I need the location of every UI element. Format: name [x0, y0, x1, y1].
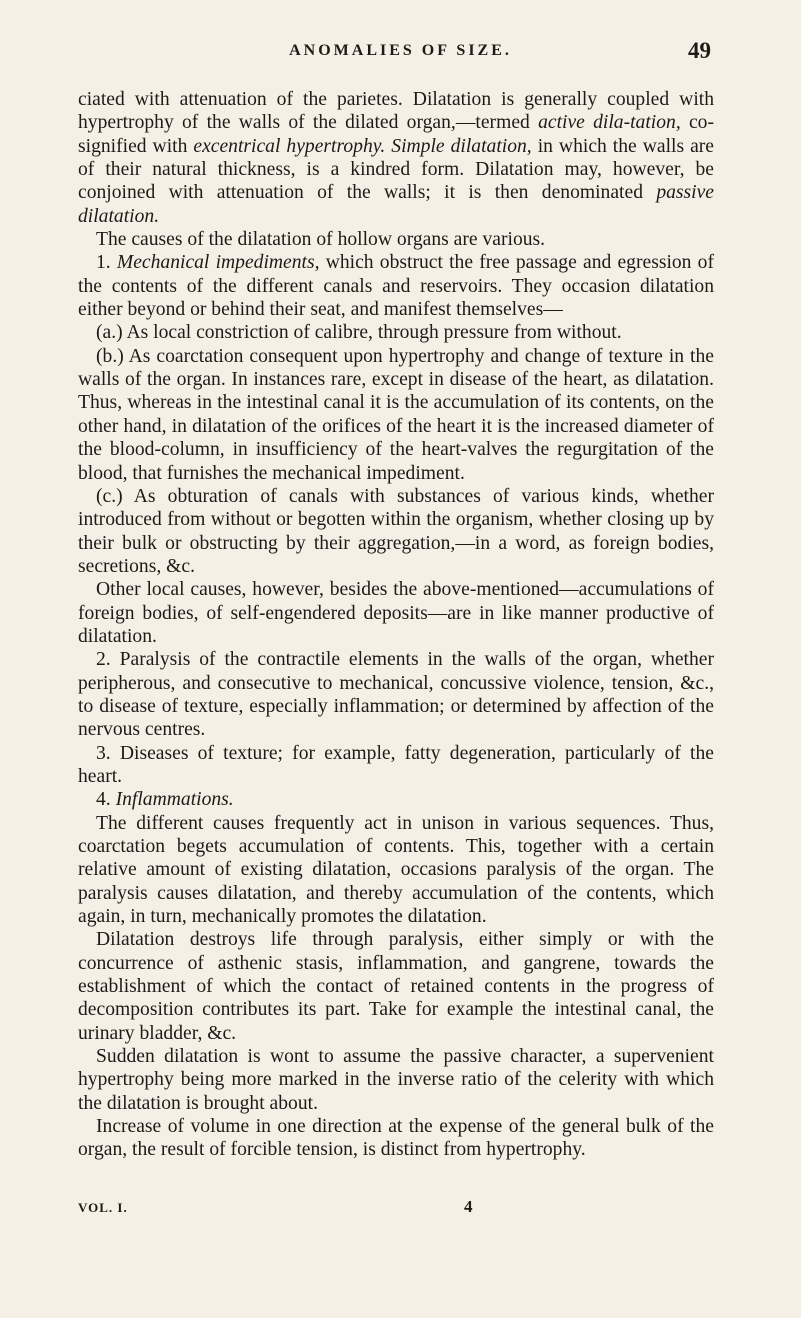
paragraph-12: Dilatation destroys life through paralysis, either simply or with the concurrence of asthenic stasis, inflammation, and gangrene, towards the establishment of which the contact of retained contents in the progress of decomposition contributes its part. Take for example the intestinal canal, the urinary bladder, &c.: [78, 929, 714, 1044]
paragraph-8: 2. Paralysis of the contractile elements in the walls of the organ, whether peripherous, and consecutive to mechanical, concussive violence, tension, &c., to disease of texture, especially inflammation; or determined by affection of the nervous centres.: [78, 649, 714, 741]
paragraph-1: [78, 88, 714, 228]
paragraph-14: Increase of volume in one direction at the expense of the general bulk of the organ, the result of forcible tension, is distinct from hypertrophy.: [78, 1116, 714, 1161]
paragraph-4: (a.) As local constriction of calibre, through pressure from without.: [96, 322, 622, 344]
italic-term: Inflammations.: [115, 789, 234, 811]
text-run: co-signified with: [78, 112, 714, 157]
signature-mark: 4: [464, 1197, 473, 1216]
italic-term: passive dilatation.: [78, 182, 714, 227]
italic-term: Mechanical impediments,: [116, 252, 320, 274]
text-run: in which the walls are of their natural thickness, is a kindred form. Dilatation may, however, be conjoined with attenuation of the walls; it is then denominated: [78, 135, 714, 204]
page-footer: [78, 1197, 638, 1222]
body-text: [78, 88, 714, 1162]
italic-term: active dila-tation,: [538, 112, 681, 134]
paragraph-7: Other local causes, however, besides the above-mentioned—accumulations of foreign bodies, of self-engendered deposits—are in like manner productive of dilatation.: [78, 579, 714, 647]
paragraph-6: (c.) As obturation of canals with substances of various kinds, whether introduced from without or begotten within the organism, whether closing up by their bulk or obstructing by their aggregation,—in a word, as foreign bodies, secretions, &c.: [78, 485, 714, 577]
paragraph-5: (b.) As coarctation consequent upon hypertrophy and change of texture in the walls of the organ. In instances rare, except in disease of the heart, as dilatation. Thus, whereas in the intestinal canal it is the accumulation of its contents, on the other hand, in dilatation of the orifices of the heart it is the increased diameter of the blood-column, in insufficiency of the heart-valves the regurgitation of the blood, that furnishes the mechanical impediment.: [78, 345, 714, 484]
paragraph-11: The different causes frequently act in unison in various sequences. Thus, coarctation begets accumulation of contents. This, together with a certain relative amount of existing dilatation, occasions paralysis of the organ. The paralysis causes dilatation, and thereby accumulation of the contents, which again, in turn, mechanically promotes the dilatation.: [78, 812, 714, 928]
running-head-title: ANOMALIES OF SIZE.: [289, 42, 512, 59]
running-head: [0, 38, 801, 66]
text-run: ciated with attenuation of the parietes. Dilatation is generally coupled with hypertrophy of the walls of the dilated organ,—termed: [78, 89, 714, 134]
item-number: 4.: [96, 789, 116, 811]
paragraph-9: 3. Diseases of texture; for example, fatty degeneration, particularly of the heart.: [78, 742, 714, 787]
volume-mark: VOL. I.: [78, 1200, 128, 1215]
italic-term: excentrical hypertrophy.: [193, 135, 386, 157]
paragraph-13: Sudden dilatation is wont to assume the passive character, a supervenient hypertrophy being more marked in the inverse ratio of the celerity with which the dilatation is brought about.: [78, 1046, 714, 1114]
page-number: 49: [688, 38, 711, 63]
paragraph-10: [78, 788, 714, 811]
paragraph-2: The causes of the dilatation of hollow organs are various.: [96, 229, 546, 251]
italic-term: Simple dilatation,: [391, 135, 532, 157]
item-number: 1.: [96, 252, 117, 274]
paragraph-3: [78, 251, 714, 321]
text-run: which obstruct the free passage and egression of the contents of the different canals and reservoirs. They occasion dilatation either beyond or behind their seat, and manifest themselves—: [78, 252, 714, 321]
